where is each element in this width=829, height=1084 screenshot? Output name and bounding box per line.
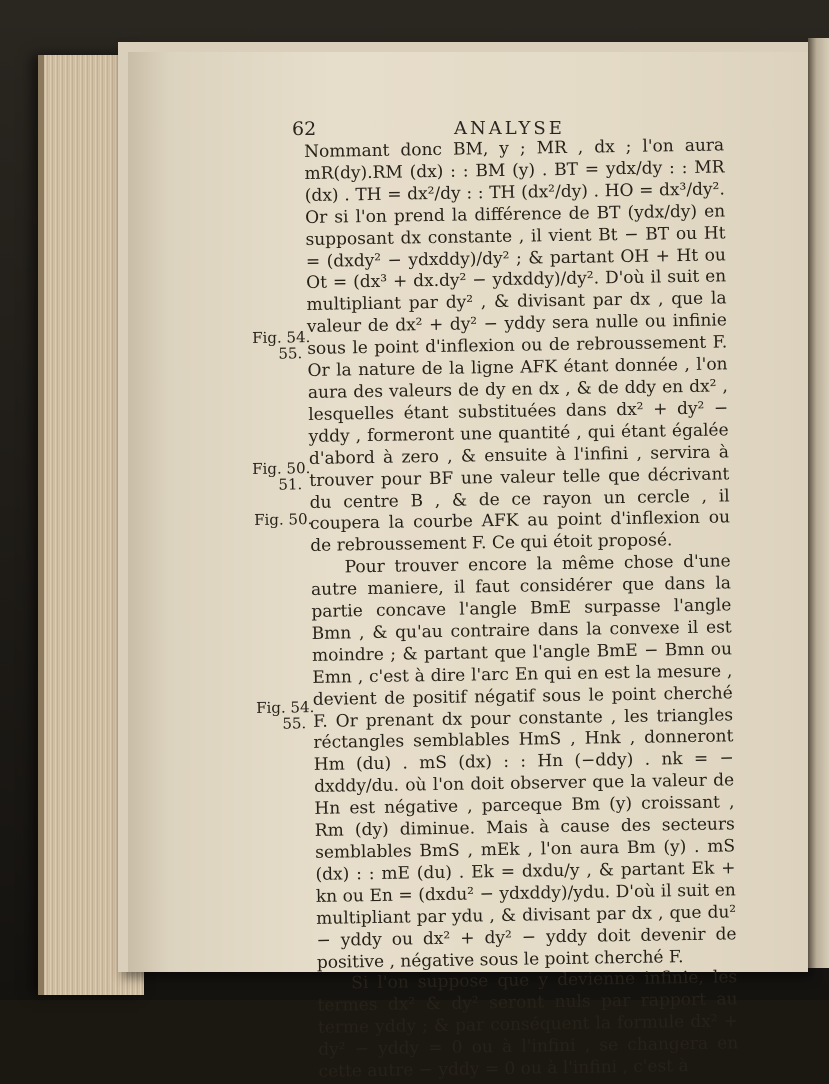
paragraph-2: Pour trouver encore la même chose d'une autre maniere, il faut considérer que dans la partie concave l'angle BmE surpasse l'angle Bmn , & qu'au contraire dans la convexe il est moindre ; & partant que l'angle BmE − Bmn ou Emn , c'est à dire l'arc En qui en est la mesure , devient de positif négatif sous le point cherché F. Or prenant dx pour constante , les triangles réctangles semblables HmS , Hnk , donneront Hm (du) . mS (dx) : : Hn (−ddy) . nk = − dxddy/du. où l'on doit observer que la valeur de Hn est négative , parceque Bm (y) croissant , Rm (dy) diminue. Mais à cause des secteurs semblables BmS , mEk , l'on aura Bm (y) . mS (dx) : : mE (du) . Ek = dxdu/y , & partant Ek + kn ou En = (dxdu² − ydxddy)/ydu. D'où il suit en multipliant par ydu , & divisant par dx , que du² − yddy ou dx² + dy² − yddy doit devenir de positive , négative sous le point cherché F. xyxy=(310,551,737,973)
facing-page-edge xyxy=(808,38,829,968)
body-text xyxy=(304,135,739,1083)
margin-figure-ref: Fig. 50. 51. xyxy=(251,459,311,494)
running-head: ANALYSE xyxy=(454,118,565,139)
page-number: 62 xyxy=(292,118,317,140)
margin-figure-ref: Fig. 54. 55. xyxy=(255,698,315,733)
paragraph-3: Si l'on suppose que y devienne infinie, les termes dx² & dy² seront nuls par rapport au terme yddy ; & par conséquent la formule dx² + dy² − yddy = 0 ou à l'infini , se changera en cette autre − yddy = 0 ou à l'infini , c'est à xyxy=(317,967,739,1082)
margin-figure-ref: Fig. 50. xyxy=(253,510,313,529)
paragraph-1: Nommant donc BM, y ; MR , dx ; l'on aura mR(dy).RM (dx) : : BM (y) . BT = ydx/dy : : MR (dx) . TH = dx²/dy : : TH (dx²/dy) . HO = dx³/dy². Or si l'on prend la différence de BT (ydx/dy) en supposant dx constante , il vient Bt − BT ou Ht = (dxdy² − ydxddy)/dy² ; & partant OH + Ht ou Ot = (dx³ + dx.dy² − ydxddy)/dy². D'où il suit en multipliant par dy² , & divisant par dx , que la valeur de dx² + dy² − yddy sera nulle ou infinie sous le point d'inflexion ou de rebroussement F. Or la nature de la ligne AFK étant donnée , l'on aura des valeurs de dy en dx , & de ddy en dx² , lesquelles étant substituées dans dx² + dy² − yddy , formeront une quantité , qui étant égalée d'abord à zero , & ensuite à l'infini , servira à trouver pour BF une valeur telle que décrivant du centre B , & de ce rayon un cercle , il coupera la courbe AFK au point d'inflexion ou de rebroussement F. Ce qui étoit proposé. xyxy=(304,135,731,557)
margin-figure-ref: Fig. 54. 55. xyxy=(251,328,311,363)
